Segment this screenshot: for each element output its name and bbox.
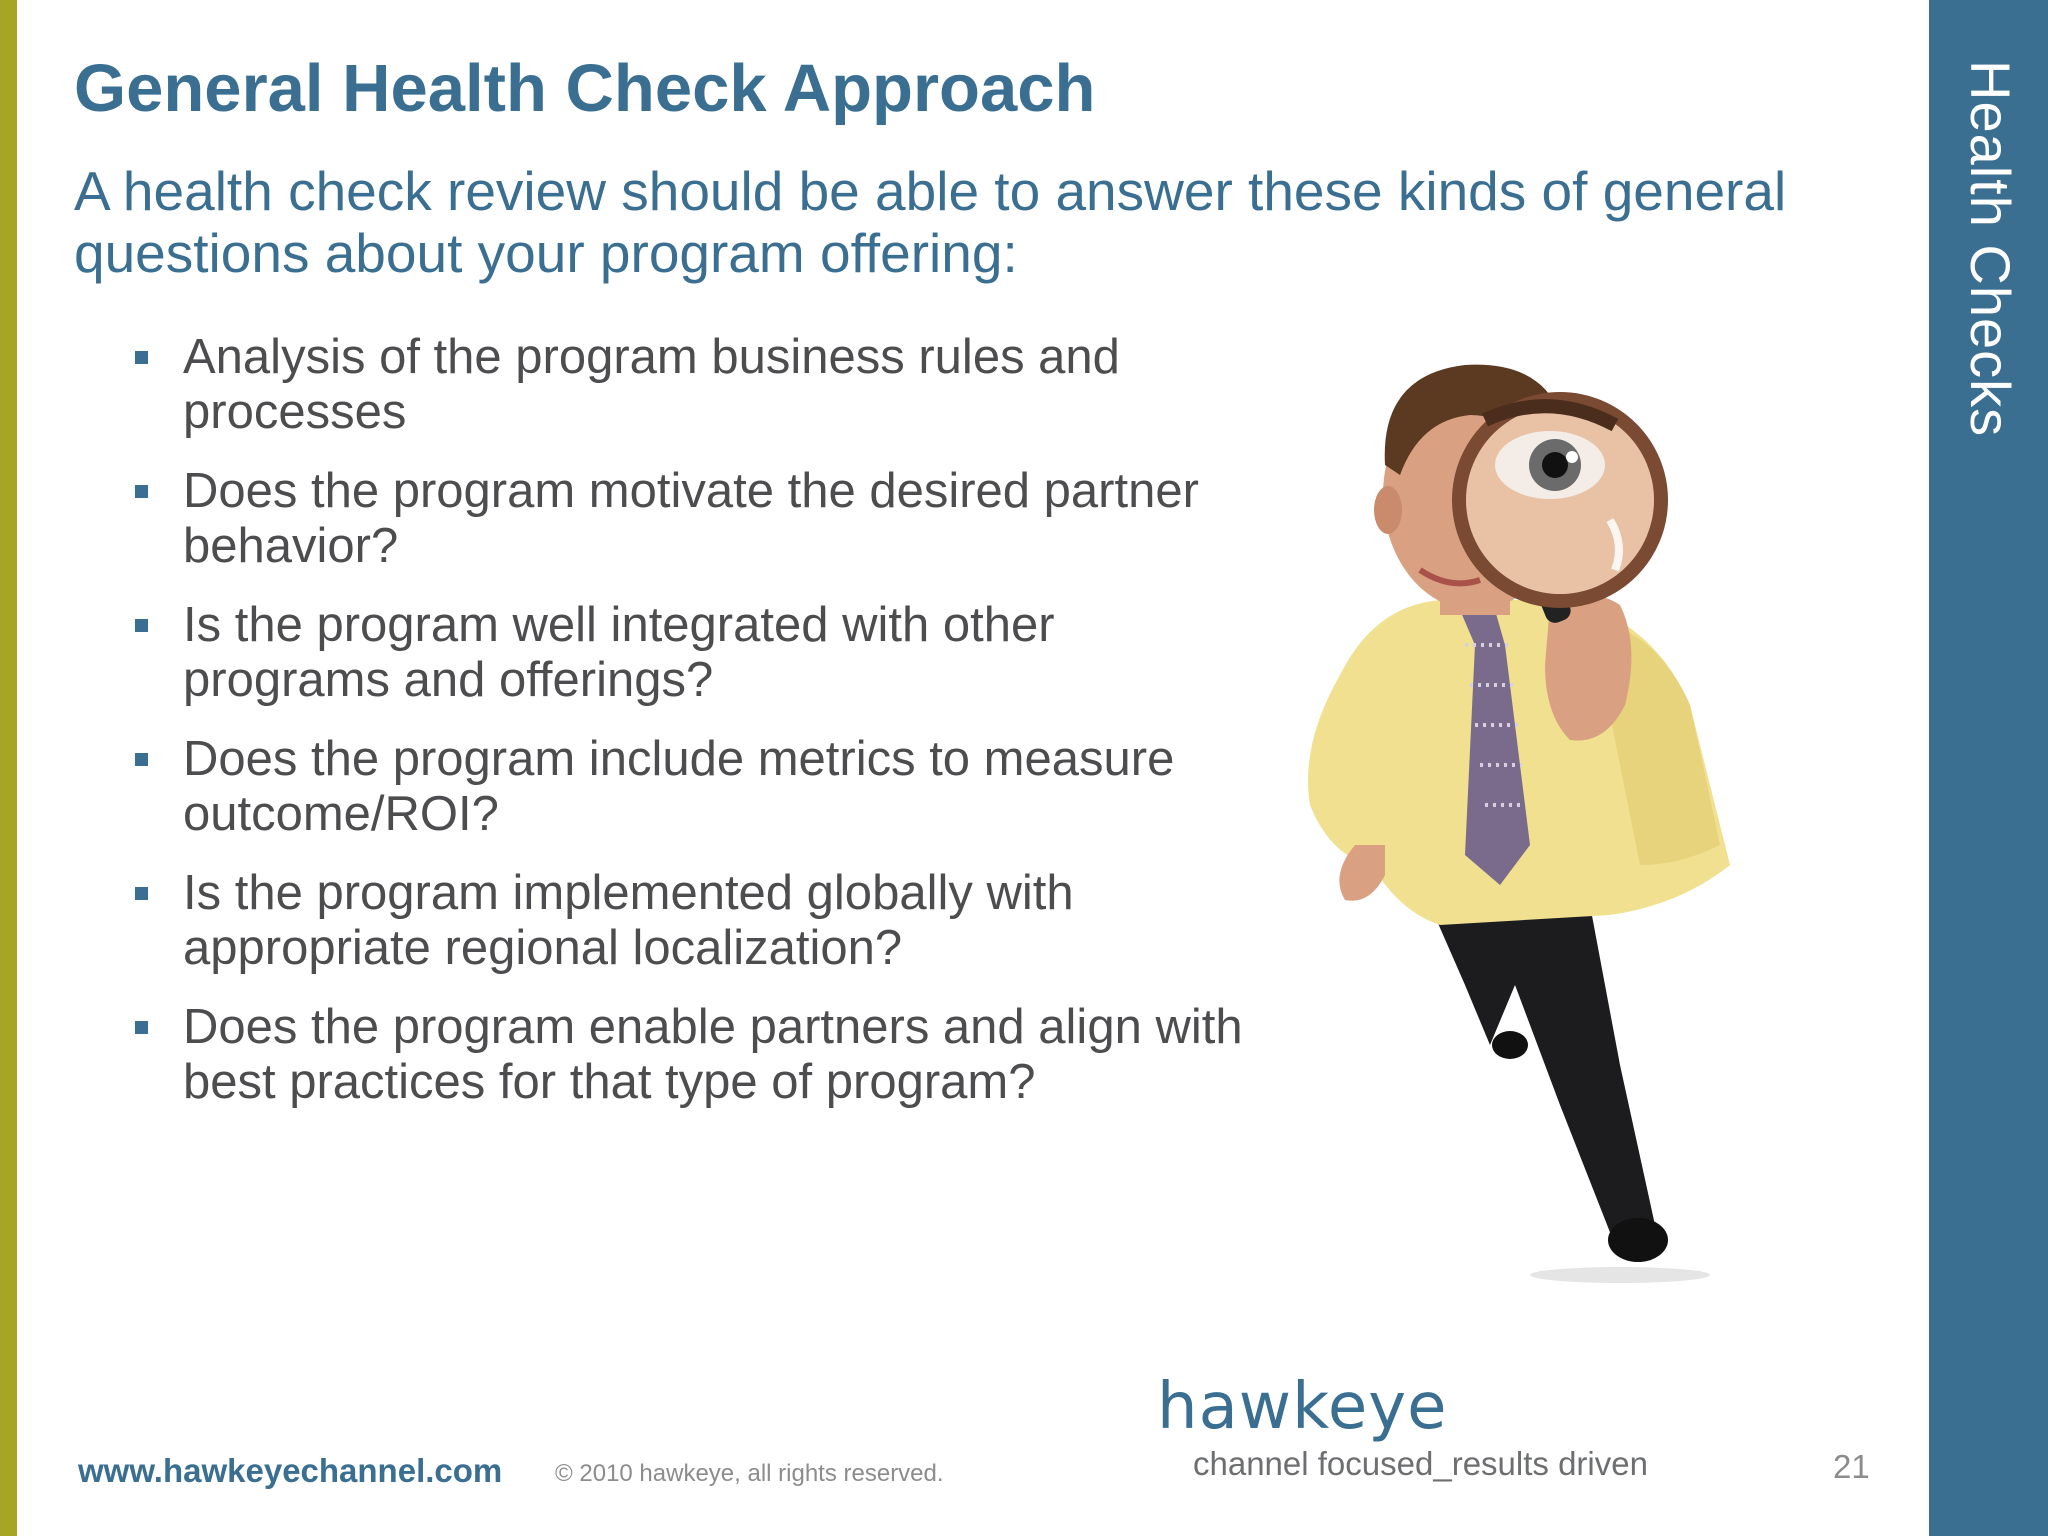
trousers [1430, 905, 1655, 1245]
slide-subtitle: A health check review should be able to answer these kinds of general questions about your program offering: [74, 160, 1787, 284]
bullet-text: Is the program implemented globally with appropriate regional localization? [183, 866, 1074, 975]
bullet-text: Does the program include metrics to measure outcome/ROI? [183, 732, 1175, 841]
bullet-item [130, 866, 1250, 976]
footer-copyright: © 2010 hawkeye, all rights reserved. [555, 1460, 944, 1487]
page-number: 21 [1833, 1448, 1870, 1485]
square-bullet-icon [135, 351, 148, 364]
bullet-item [130, 1000, 1250, 1110]
bullet-text: Does the program enable partners and align with best practices for that type of program? [183, 1000, 1243, 1109]
slide-title: General Health Check Approach [74, 51, 1096, 126]
man-with-magnifying-glass-photo [1260, 345, 1860, 1285]
bullet-item [130, 732, 1250, 842]
bullet-text: Analysis of the program business rules and processes [183, 330, 1120, 439]
lens-highlight [1566, 451, 1578, 463]
section-label: Health Checks [1959, 60, 2022, 438]
shoe [1492, 1031, 1528, 1059]
square-bullet-icon [135, 887, 148, 900]
bullet-list [130, 330, 1250, 1134]
footer-website-link[interactable]: www.hawkeyechannel.com [78, 1452, 503, 1489]
shadow [1530, 1267, 1710, 1283]
bullet-item [130, 598, 1250, 708]
square-bullet-icon [135, 619, 148, 632]
magnified-pupil [1542, 452, 1568, 478]
square-bullet-icon [135, 1021, 148, 1034]
square-bullet-icon [135, 485, 148, 498]
shoe [1608, 1218, 1668, 1262]
square-bullet-icon [135, 753, 148, 766]
bullet-text: Does the program motivate the desired partner behavior? [183, 464, 1199, 573]
bullet-item [130, 464, 1250, 574]
ear [1374, 486, 1402, 534]
logo-tagline: channel focused_results driven [1193, 1445, 1648, 1482]
left-accent-stripe [0, 0, 17, 1536]
bullet-text: Is the program well integrated with other programs and offerings? [183, 598, 1055, 707]
hawkeye-logo: hawkeye [1157, 1370, 1448, 1444]
bullet-item [130, 330, 1250, 440]
